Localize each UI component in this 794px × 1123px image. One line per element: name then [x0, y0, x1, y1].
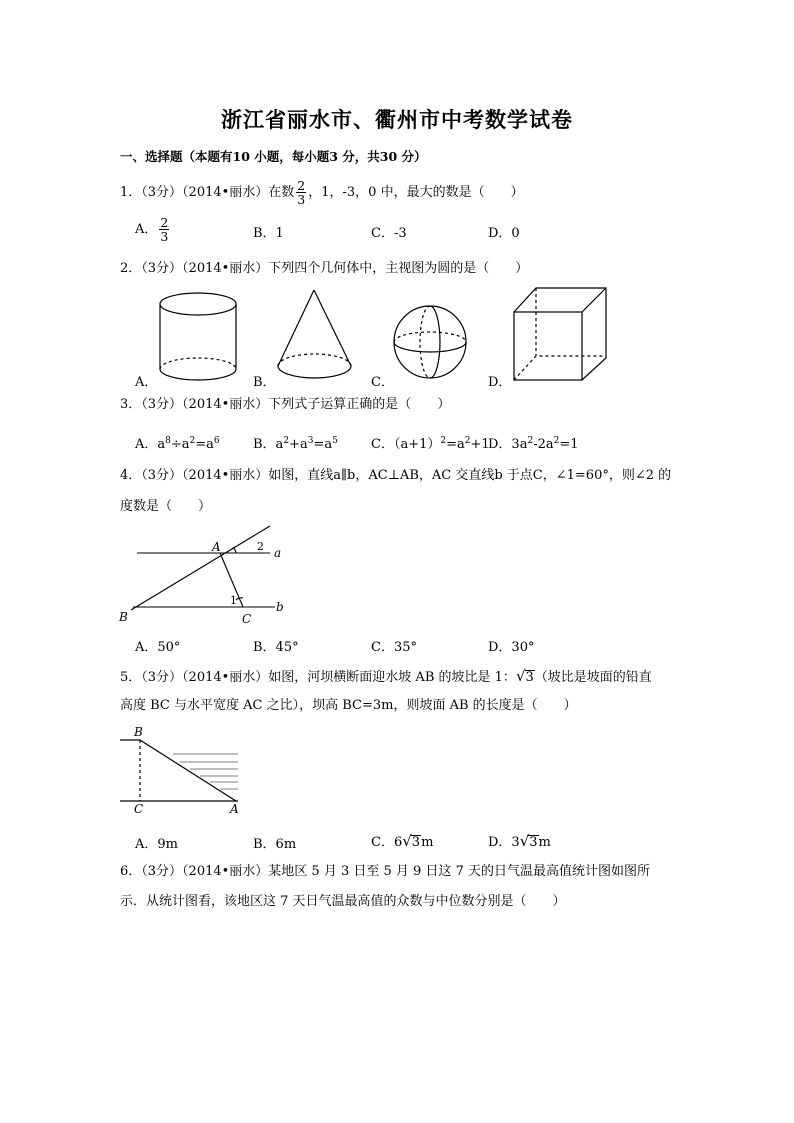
q2-option-b: B． [253, 375, 276, 390]
option-text: A．a [135, 437, 166, 452]
label-point-c: C [134, 802, 144, 816]
q3-option-c: C．$(a+1)^2=a^2+1$ [371, 436, 490, 452]
fraction-numerator: 2 [160, 215, 169, 230]
q1-option-d: D．0 [488, 226, 520, 241]
question-4-line-2: 度数是（ ） [120, 499, 212, 514]
q2-option-a: A． [135, 375, 158, 390]
question-5-text-end: （坡比是坡面的铅直 [534, 670, 652, 685]
q5-option-b: B．6m [253, 837, 297, 852]
question-5-line-1: 5．（3分）（2014•丽水）如图，河坝横断面迎水坡 AB 的坡比是 1：√3（坡比是坡面的铅直 [120, 667, 652, 685]
q5-option-c: C．6√3m [371, 832, 434, 850]
fraction-denominator: 3 [297, 192, 306, 207]
question-3: 3．（3分）（2014•丽水）下列式子运算正确的是（ ） [120, 397, 451, 412]
q3-option-a: A．$a^8\div a^2=a^6$ [135, 436, 220, 452]
label-angle-2: 2 [257, 540, 264, 553]
q3-option-d: D．$3a^2-2a^2=1$ [488, 436, 579, 452]
question-4-line-1: 4．（3分）（2014•丽水）如图，直线a∥b，AC⊥AB，AC 交直线b 于点C，∠1=60°，则∠2 的 [120, 468, 672, 483]
option-unit: m [421, 835, 434, 850]
slope-root: 3 [525, 670, 534, 685]
question-1-prefix: 1．（3分）（2014•丽水）在数 [120, 185, 295, 200]
q2-option-c: C． [371, 375, 394, 390]
question-6-line-2: 示．从统计图看，该地区这 7 天日气温最高值的众数与中位数分别是（ ） [120, 894, 566, 909]
q5-dam-figure [118, 724, 244, 816]
q1-option-c: C．-3 [371, 226, 407, 241]
option-text: C．（a+1） [371, 437, 441, 452]
label-point-a: A [230, 802, 239, 816]
option-label: A． [135, 222, 158, 237]
question-1-suffix: ，1，-3，0 中，最大的数是（ ） [308, 185, 524, 200]
fraction-denominator: 3 [160, 229, 169, 244]
question-5-text: 5．（3分）（2014•丽水）如图，河坝横断面迎水坡 AB 的坡比是 [120, 670, 491, 685]
option-text: D．3 [488, 835, 520, 850]
option-text: C．6 [371, 835, 403, 850]
page-title: 浙江省丽水市、衢州市中考数学试卷 [221, 107, 573, 132]
fraction-numerator: 2 [297, 178, 306, 193]
label-angle-1: 1 [230, 594, 237, 607]
label-point-b: B [119, 610, 128, 624]
label-line-a: a [274, 546, 282, 560]
cone-icon [278, 290, 351, 378]
q4-option-d: D．30° [488, 640, 535, 655]
q4-option-a: A．50° [135, 640, 181, 655]
sphere-icon [394, 306, 466, 378]
cube-icon [514, 288, 606, 380]
q1-option-a [135, 216, 171, 243]
cylinder-icon [160, 293, 236, 380]
section-heading: 一、选择题（本题有10 小题，每小题3 分，共30 分） [120, 149, 427, 164]
question-1-fraction [296, 179, 306, 206]
question-2: 2．（3分）（2014•丽水）下列四个几何体中，主视图为圆的是（ ） [120, 261, 529, 276]
question-1 [120, 179, 524, 206]
q5-option-a: A．9m [135, 837, 178, 852]
question-6-line-1: 6．（3分）（2014•丽水）某地区 5 月 3 日至 5 月 9 日这 7 天的日气温最高值统计图如图所 [120, 864, 650, 879]
label-point-a: A [212, 540, 221, 554]
q4-parallel-lines-figure [115, 520, 300, 628]
q4-option-b: B．45° [253, 640, 299, 655]
q2-option-d: D． [488, 375, 512, 390]
option-unit: m [538, 835, 551, 850]
option-root: 3 [411, 835, 421, 850]
q3-option-b: B．$a^2+a^3=a^5$ [253, 436, 338, 452]
option-text: D．3a [488, 437, 528, 452]
option-root: 3 [529, 835, 538, 850]
q4-option-c: C．35° [371, 640, 417, 655]
q5-option-d: D．3√3m [488, 832, 551, 850]
q1-option-b: B．1 [253, 226, 284, 241]
question-5-line-2: 高度 BC 与水平宽度 AC 之比），坝高 BC=3m，则坡面 AB 的长度是（ ） [120, 698, 577, 713]
label-point-b: B [134, 725, 143, 739]
q1-option-a-fraction [159, 216, 169, 243]
option-text: B．a [253, 437, 284, 452]
label-line-b: b [276, 600, 284, 614]
label-point-c: C [242, 612, 252, 626]
slope-ratio: 1： [494, 670, 516, 685]
